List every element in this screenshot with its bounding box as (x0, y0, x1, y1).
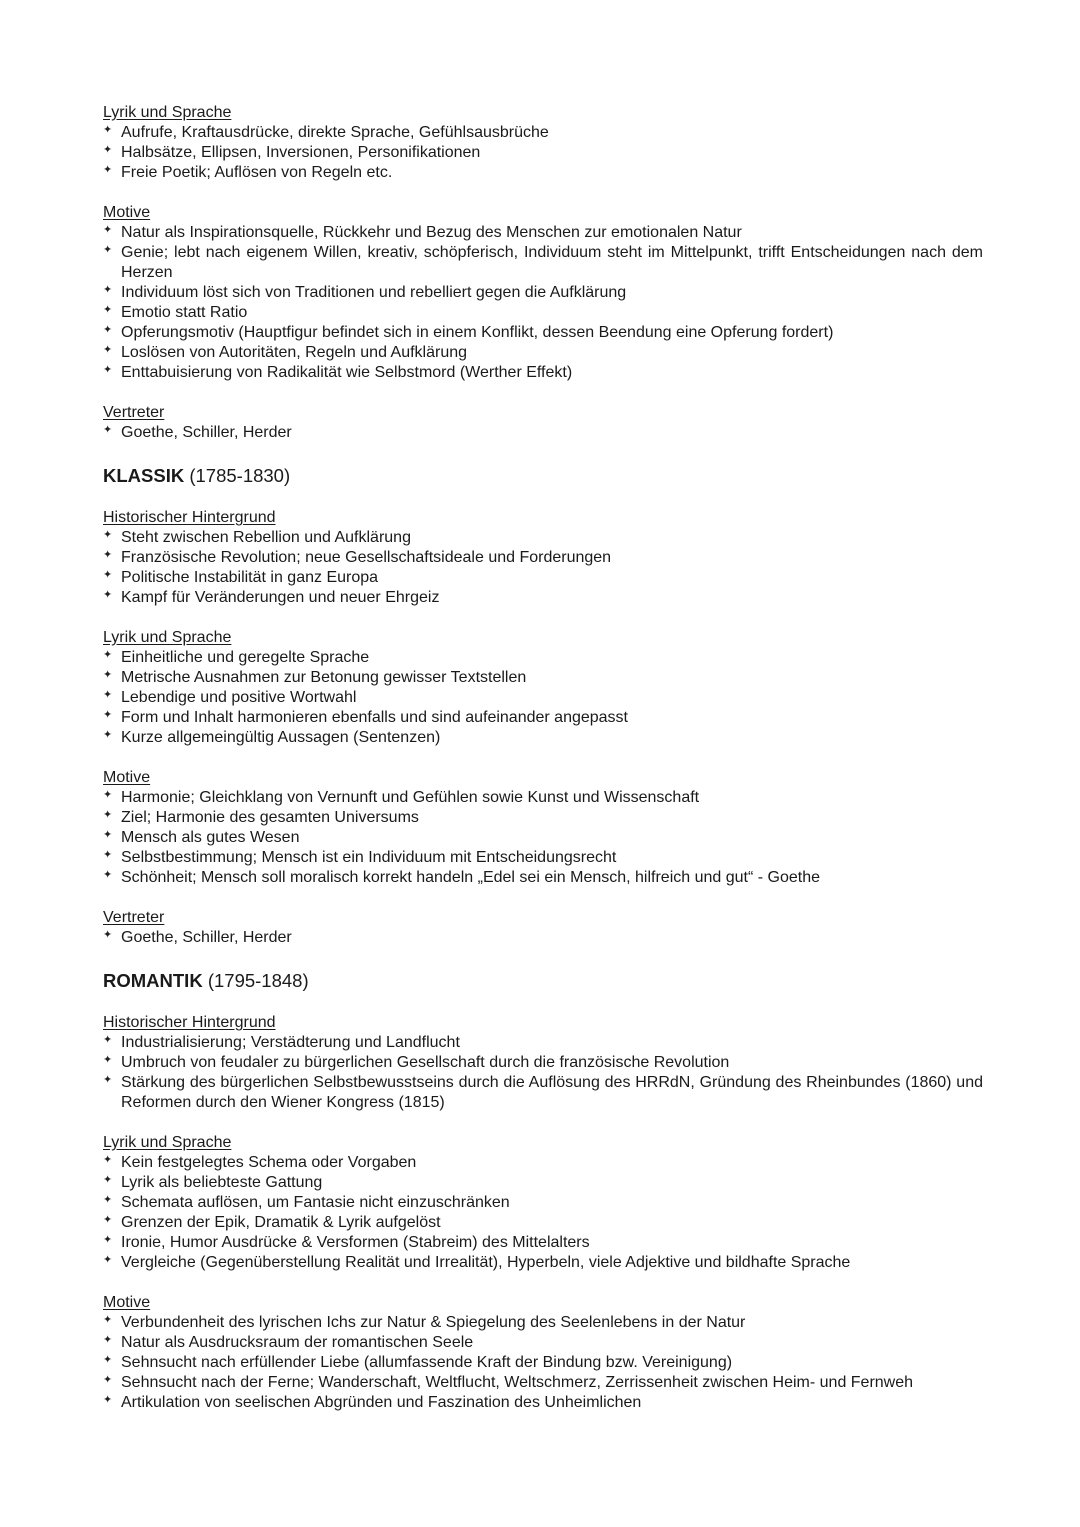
list-item-text: Goethe, Schiller, Herder (121, 929, 292, 946)
epoch-name: KLASSIK (103, 465, 185, 486)
list-item-text: Industrialisierung; Verstädterung und Landflucht (121, 1034, 460, 1051)
list-item-text: Ziel; Harmonie des gesamten Universums (121, 809, 419, 826)
bullet-list (103, 928, 983, 948)
list-item (103, 343, 983, 363)
list-item-text: Form und Inhalt harmonieren ebenfalls und sind aufeinander angepasst (121, 709, 628, 726)
bullet-icon: ✦ (103, 364, 113, 376)
list-item (103, 423, 983, 443)
bullet-icon: ✦ (103, 569, 113, 581)
epoch-title-romantik (103, 970, 983, 992)
bullet-icon: ✦ (103, 809, 113, 821)
list-item-text: Genie; lebt nach eigenem Willen, kreativ, schöpferisch, Individuum steht im Mittelpunkt, trifft Entscheidungen nach dem Herzen (121, 244, 983, 281)
list-item (103, 1313, 983, 1333)
list-item (103, 1173, 983, 1193)
list-item (103, 1333, 983, 1353)
bullet-icon: ✦ (103, 244, 113, 256)
bullet-list (103, 1313, 983, 1413)
list-item (103, 868, 983, 888)
list-item-text: Opferungsmotiv (Hauptfigur befindet sich in einem Konflikt, dessen Beendung eine Opferung fordert) (121, 324, 834, 341)
list-item-text: Goethe, Schiller, Herder (121, 424, 292, 441)
bullet-icon: ✦ (103, 729, 113, 741)
list-item-text: Steht zwischen Rebellion und Aufklärung (121, 529, 411, 546)
bullet-icon: ✦ (103, 224, 113, 236)
bullet-icon: ✦ (103, 284, 113, 296)
section-heading: Lyrik und Sprache (103, 104, 232, 121)
list-item-text: Mensch als gutes Wesen (121, 829, 300, 846)
bullet-icon: ✦ (103, 1354, 113, 1366)
list-item-text: Ironie, Humor Ausdrücke & Versformen (Stabreim) des Mittelalters (121, 1234, 590, 1251)
list-item (103, 1153, 983, 1173)
list-item-text: Grenzen der Epik, Dramatik & Lyrik aufgelöst (121, 1214, 441, 1231)
list-item (103, 708, 983, 728)
bullet-list (103, 1033, 983, 1113)
bullet-icon: ✦ (103, 589, 113, 601)
list-item-text: Politische Instabilität in ganz Europa (121, 569, 379, 586)
list-item (103, 1053, 983, 1073)
bullet-list (103, 123, 983, 183)
list-item-text: Aufrufe, Kraftausdrücke, direkte Sprache, Gefühlsausbrüche (121, 124, 549, 141)
bullet-icon: ✦ (103, 1054, 113, 1066)
list-item (103, 728, 983, 748)
bullet-icon: ✦ (103, 789, 113, 801)
list-item-text: Verbundenheit des lyrischen Ichs zur Natur & Spiegelung des Seelenlebens in der Natur (121, 1314, 746, 1331)
romantik-motive-section (103, 1293, 983, 1413)
document-page (103, 103, 983, 1413)
bullet-icon: ✦ (103, 649, 113, 661)
list-item (103, 1253, 983, 1273)
list-item-text: Kein festgelegtes Schema oder Vorgaben (121, 1154, 417, 1171)
section-heading: Vertreter (103, 909, 165, 926)
bullet-icon: ✦ (103, 144, 113, 156)
list-item-text: Französische Revolution; neue Gesellschaftsideale und Forderungen (121, 549, 612, 566)
section-heading: Historischer Hintergrund (103, 1014, 276, 1031)
list-item-text: Lebendige und positive Wortwahl (121, 689, 357, 706)
list-item (103, 323, 983, 343)
list-item (103, 1393, 983, 1413)
list-item-text: Schönheit; Mensch soll moralisch korrekt handeln „Edel sei ein Mensch, hilfreich und gut“ - Goethe (121, 869, 821, 886)
bullet-list (103, 423, 983, 443)
bullet-icon: ✦ (103, 1194, 113, 1206)
epoch-years: (1785-1830) (189, 465, 291, 486)
bullet-list (103, 648, 983, 748)
bullet-list (103, 223, 983, 383)
list-item-text: Kurze allgemeingültig Aussagen (Sentenzen) (121, 729, 441, 746)
bullet-icon: ✦ (103, 424, 113, 436)
bullet-icon: ✦ (103, 164, 113, 176)
list-item (103, 1373, 983, 1393)
list-item (103, 568, 983, 588)
list-item-text: Enttabuisierung von Radikalität wie Selbstmord (Werther Effekt) (121, 364, 573, 381)
bullet-icon: ✦ (103, 1154, 113, 1166)
klassik-vertreter-section (103, 908, 983, 948)
list-item (103, 548, 983, 568)
bullet-icon: ✦ (103, 929, 113, 941)
bullet-list (103, 528, 983, 608)
section-heading: Motive (103, 1294, 151, 1311)
list-item (103, 808, 983, 828)
bullet-icon: ✦ (103, 1074, 113, 1086)
bullet-icon: ✦ (103, 689, 113, 701)
list-item-text: Kampf für Veränderungen und neuer Ehrgeiz (121, 589, 440, 606)
list-item (103, 528, 983, 548)
bullet-icon: ✦ (103, 849, 113, 861)
bullet-icon: ✦ (103, 709, 113, 721)
list-item (103, 123, 983, 143)
list-item (103, 588, 983, 608)
bullet-icon: ✦ (103, 669, 113, 681)
list-item-text: Halbsätze, Ellipsen, Inversionen, Personifikationen (121, 144, 481, 161)
list-item-text: Loslösen von Autoritäten, Regeln und Aufklärung (121, 344, 468, 361)
romantik-lyrik-section (103, 1133, 983, 1273)
sud-lyrik-section (103, 103, 983, 183)
list-item (103, 1193, 983, 1213)
list-item (103, 1073, 983, 1113)
list-item-text: Umbruch von feudaler zu bürgerlichen Gesellschaft durch die französische Revolution (121, 1054, 730, 1071)
epoch-name: ROMANTIK (103, 970, 203, 991)
bullet-list (103, 788, 983, 888)
bullet-icon: ✦ (103, 1314, 113, 1326)
bullet-icon: ✦ (103, 1374, 113, 1386)
list-item (103, 848, 983, 868)
list-item (103, 1233, 983, 1253)
list-item (103, 163, 983, 183)
list-item-text: Natur als Ausdrucksraum der romantischen Seele (121, 1334, 474, 1351)
list-item (103, 363, 983, 383)
epoch-title-klassik (103, 465, 983, 487)
bullet-icon: ✦ (103, 304, 113, 316)
bullet-icon: ✦ (103, 1334, 113, 1346)
list-item (103, 283, 983, 303)
sud-motive-section (103, 203, 983, 383)
list-item (103, 243, 983, 283)
bullet-icon: ✦ (103, 124, 113, 136)
list-item-text: Individuum löst sich von Traditionen und rebelliert gegen die Aufklärung (121, 284, 627, 301)
list-item (103, 788, 983, 808)
list-item (103, 928, 983, 948)
romantik-hintergrund-section (103, 1013, 983, 1113)
bullet-icon: ✦ (103, 1214, 113, 1226)
bullet-icon: ✦ (103, 1234, 113, 1246)
list-item-text: Lyrik als beliebteste Gattung (121, 1174, 323, 1191)
list-item-text: Artikulation von seelischen Abgründen und Faszination des Unheimlichen (121, 1394, 642, 1411)
bullet-icon: ✦ (103, 549, 113, 561)
list-item-text: Selbstbestimmung; Mensch ist ein Individuum mit Entscheidungsrecht (121, 849, 617, 866)
bullet-icon: ✦ (103, 1174, 113, 1186)
list-item (103, 1353, 983, 1373)
section-heading: Lyrik und Sprache (103, 1134, 232, 1151)
list-item-text: Sehnsucht nach erfüllender Liebe (allumfassende Kraft der Bindung bzw. Vereinigung) (121, 1354, 733, 1371)
list-item-text: Einheitliche und geregelte Sprache (121, 649, 370, 666)
list-item (103, 223, 983, 243)
bullet-icon: ✦ (103, 829, 113, 841)
section-heading: Vertreter (103, 404, 165, 421)
epoch-years: (1795-1848) (207, 970, 309, 991)
list-item-text: Vergleiche (Gegenüberstellung Realität und Irrealität), Hyperbeln, viele Adjektive und bildhafte Sprache (121, 1254, 851, 1271)
klassik-motive-section (103, 768, 983, 888)
sud-vertreter-section (103, 403, 983, 443)
bullet-icon: ✦ (103, 324, 113, 336)
list-item-text: Stärkung des bürgerlichen Selbstbewusstseins durch die Auflösung des HRRdN, Gründung des Rheinbundes (1860) und Reformen durch den Wiener Kongress (1815) (121, 1074, 983, 1111)
list-item-text: Sehnsucht nach der Ferne; Wanderschaft, Weltflucht, Weltschmerz, Zerrissenheit zwischen Heim- und Fernweh (121, 1374, 914, 1391)
list-item-text: Schemata auflösen, um Fantasie nicht einzuschränken (121, 1194, 510, 1211)
list-item-text: Harmonie; Gleichklang von Vernunft und Gefühlen sowie Kunst und Wissenschaft (121, 789, 700, 806)
bullet-list (103, 1153, 983, 1273)
list-item (103, 1213, 983, 1233)
bullet-icon: ✦ (103, 1034, 113, 1046)
bullet-icon: ✦ (103, 344, 113, 356)
list-item (103, 303, 983, 323)
list-item (103, 143, 983, 163)
list-item (103, 688, 983, 708)
section-heading: Lyrik und Sprache (103, 629, 232, 646)
section-heading: Motive (103, 204, 151, 221)
list-item-text: Metrische Ausnahmen zur Betonung gewisser Textstellen (121, 669, 527, 686)
bullet-icon: ✦ (103, 529, 113, 541)
klassik-lyrik-section (103, 628, 983, 748)
bullet-icon: ✦ (103, 1394, 113, 1406)
section-heading: Motive (103, 769, 151, 786)
list-item (103, 828, 983, 848)
section-heading: Historischer Hintergrund (103, 509, 276, 526)
list-item (103, 1033, 983, 1053)
list-item (103, 648, 983, 668)
bullet-icon: ✦ (103, 869, 113, 881)
list-item-text: Freie Poetik; Auflösen von Regeln etc. (121, 164, 393, 181)
list-item (103, 668, 983, 688)
klassik-hintergrund-section (103, 508, 983, 608)
list-item-text: Natur als Inspirationsquelle, Rückkehr und Bezug des Menschen zur emotionalen Natur (121, 224, 742, 241)
bullet-icon: ✦ (103, 1254, 113, 1266)
list-item-text: Emotio statt Ratio (121, 304, 248, 321)
